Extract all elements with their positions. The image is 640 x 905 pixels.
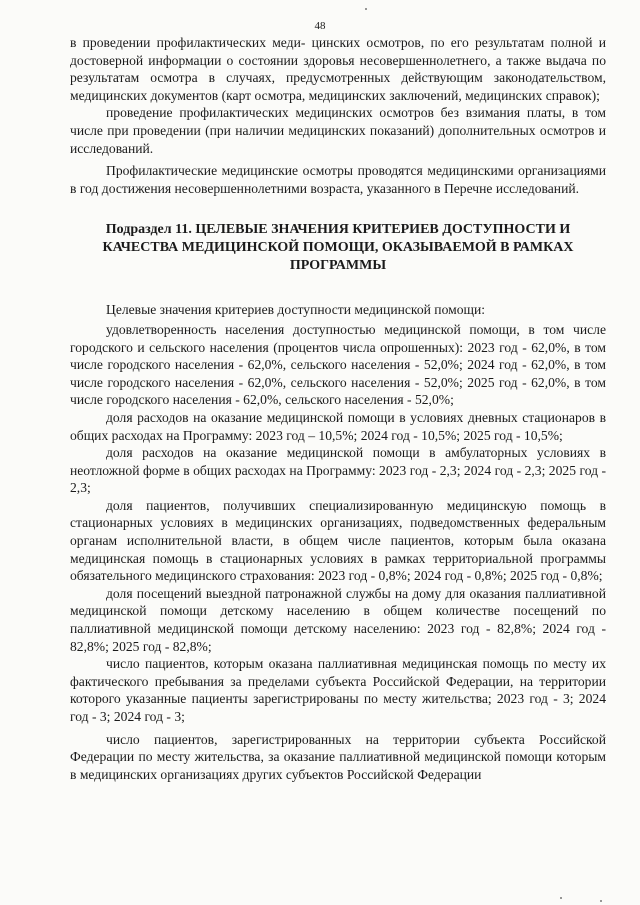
criteria-item: число пациентов, которым оказана паллиативная медицинская помощь по месту их фактического пребывания за пределами субъекта Российской Федерации, на территории которого указанные пациенты зарегистрированы по месту жительства; 2023 год - 3; 2024 год - 3; 2024 год - 3; <box>70 656 606 724</box>
criteria-item: доля расходов на оказание медицинской помощи в амбулаторных условиях в неотложной форме в общих расходах на Программу: 2023 год - 2,3; 2024 год - 2,3; 2025 год - 2,3; <box>70 445 606 496</box>
criteria-item: удовлетворенность населения доступностью медицинской помощи, в том числе городского и сельского населения (процентов числа опрошенных): 2023 год - 62,0%, в том числе городского населения - 62,0%, сельского населения - 52,0%; 2024 год - 62,0%, в том числе городского населения - 62,0%, сельского населения - 52,0%; 2025 год - 62,0%, в том числе городского населения - 62,0%, сельского населения - 52,0%; <box>70 321 606 408</box>
criteria-item: число пациентов, зарегистрированных на территории субъекта Российской Федерации по месту жительства, за оказание паллиативной медицинской помощи которым в медицинских организациях других субъектов Российской Федерации <box>70 731 606 782</box>
paragraph: Профилактические медицинские осмотры проводятся медицинскими организациями в год достижения несовершеннолетними возраста, указанного в Перечне исследований. <box>70 163 606 196</box>
scan-speck <box>560 897 562 899</box>
paragraph: проведение профилактических медицинских осмотров без взимания платы, в том числе при проведении (при наличии медицинских показаний) дополнительных осмотров и исследований. <box>70 105 606 156</box>
criteria-lead: Целевые значения критериев доступности медицинской помощи: <box>106 302 486 318</box>
criteria-item: доля пациентов, получивших специализированную медицинскую помощь в стационарных условиях в медицинских организациях, подведомственных федеральным органам исполнительной власти, в общем числе пациентов, которым была оказана медицинская помощь в стационарных условиях в рамках территориальной программы обязательного медицинского страхования: 2023 год - 0,8%; 2024 год - 0,8%; 2025 год - 0,8%; <box>70 497 606 584</box>
criteria-item: доля посещений выездной патронажной службы на дому для оказания паллиативной медицинской помощи детскому населению в общем количестве посещений по паллиативной медицинской помощи детскому населению: 2023 год - 82,8%; 2024 год - 82,8%; 2025 год - 82,8%; <box>70 585 606 654</box>
scan-speck <box>365 8 367 10</box>
page-number: 48 <box>314 20 326 32</box>
paragraph: в проведении профилактических меди- цинских осмотров, по его результатам полной и достоверной информации о состоянии здоровья несовершеннолетнего, а также выдача по результатам осмотра в случаях, предусмотренных действующим законодательством, медицинских документов (карт осмотра, медицинских заключений, медицинских справок); <box>70 35 606 103</box>
scan-speck <box>600 900 602 902</box>
criteria-item: доля расходов на оказание медицинской помощи в условиях дневных стационаров в общих расходах на Программу: 2023 год – 10,5%; 2024 год - 10,5%; 2025 год - 10,5%; <box>70 409 606 443</box>
document-body <box>70 34 606 783</box>
section-heading: Подраздел 11. ЦЕЛЕВЫЕ ЗНАЧЕНИЯ КРИТЕРИЕВ ДОСТУПНОСТИ И КАЧЕСТВА МЕДИЦИНСКОЙ ПОМОЩИ, ОКАЗЫВАЕМОЙ В РАМКАХ ПРОГРАММЫ <box>102 222 574 274</box>
